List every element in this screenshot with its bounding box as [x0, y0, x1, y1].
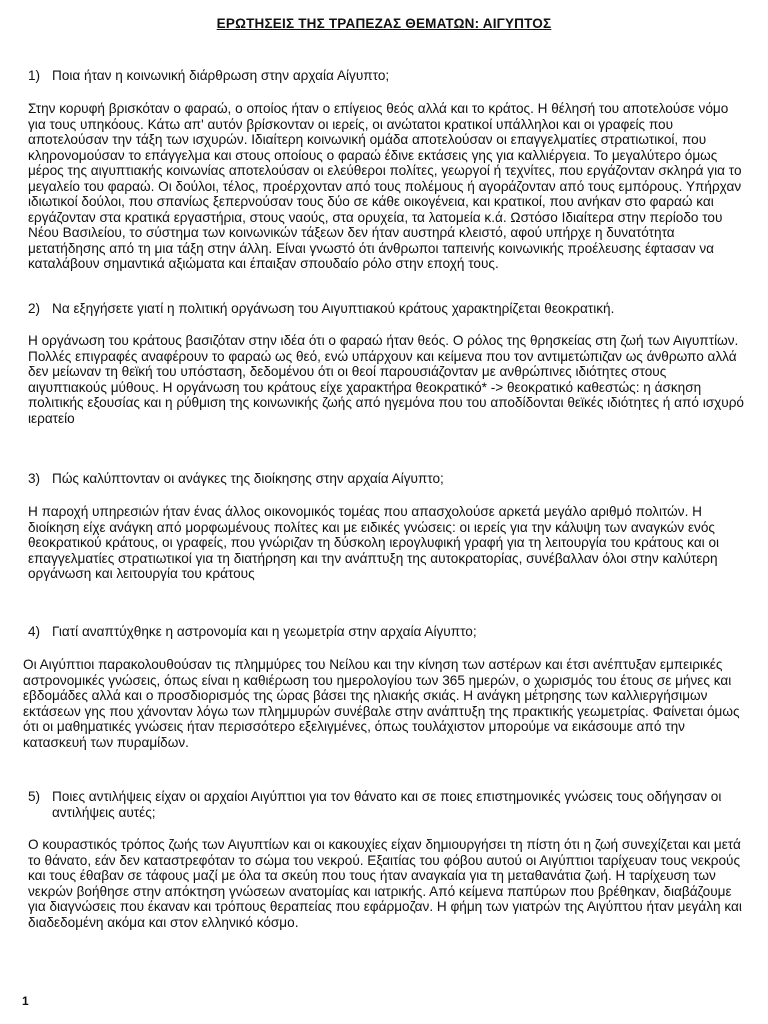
- answer-2: Η οργάνωση του κράτους βασιζόταν στην ιδέα ότι ο φαραώ ήταν θεός. Ο ρόλος της θρησκείας στη ζωή των Αιγυπτίων. Πολλές επιγραφές αναφέρουν το φαραώ ως θεό, ενώ υπάρχουν και κείμενα που τον αντιμετώπιζαν ως άνθρωπο αλλά δεν μείωναν τη θεϊκή του υπόσταση, δεδομένου ότι οι θεοί παρουσιάζονταν με ανθρώπινες ιδιότητες στους αιγυπτιακούς μύθους. Η οργάνωση του κράτους είχε χαρακτήρα θεοκρατικό* -> θεοκρατικό καθεστώς: η άσκηση πολιτικής εξουσίας και η ρύθμιση της κοινωνικής ζωής από ηγεμόνα που του αποδίδονται θεϊκές ιδιότητες ή από ισχυρό ιερατείο: [28, 333, 744, 426]
- question-text: Πώς καλύπτονταν οι ανάγκες της διοίκησης στην αρχαία Αίγυπτο;: [52, 471, 444, 486]
- question-5: [28, 789, 750, 820]
- question-text: Να εξηγήσετε γιατί η πολιτική οργάνωση του Αιγυπτιακού κράτους χαρακτηρίζεται θεοκρατική.: [52, 301, 615, 316]
- question-4: [28, 624, 750, 640]
- document-title: ΕΡΩΤΗΣΕΙΣ ΤΗΣ ΤΡΑΠΕΖΑΣ ΘΕΜΑΤΩΝ: ΑΙΓΥΠΤΟΣ: [216, 16, 552, 31]
- question-number: 5): [28, 789, 41, 804]
- question-number: 2): [28, 301, 41, 316]
- question-number: 3): [28, 471, 41, 486]
- question-number: 4): [28, 624, 41, 639]
- answer-1: Στην κορυφή βρισκόταν ο φαραώ, ο οποίος ήταν ο επίγειος θεός αλλά και το κράτος. Η θέλησή του αποτελούσε νόμο για τους υπηκόους. Κάτω απ' αυτόν βρίσκονταν οι ιερείς, οι ανώτατοι κρατικοί υπάλληλοι και οι γραφείς που αποτελούσαν την τάξη των ισχυρών. Ιδιαίτερη κοινωνική ομάδα αποτελούσαν οι επαγγελματίες στρατιωτικοί, που κληρονομούσαν το επάγγελμα και στους οποίους ο φαραώ έδινε εκτάσεις γης για καλλιέργεια. Το μεγαλύτερο όμως μέρος της αιγυπτιακής κοινωνίας αποτελούσαν οι ελεύθεροι πολίτες, γεωργοί ή τεχνίτες, που εργάζονταν σκληρά για το μεγαλείο του φαραώ. Οι δούλοι, τέλος, προέρχονταν από τους πολέμους ή αγοράζονταν από τους εμπόρους. Υπήρχαν ιδιωτικοί δούλοι, που σπανίως ξεπερνούσαν τους δύο σε κάθε οικογένεια, και κρατικοί, που ανήκαν στο φαραώ και εργάζονταν στα κρατικά εργαστήρια, στους ναούς, στα ορυχεία, τα λατομεία κ.ά. Ωστόσο Ιδιαίτερα στην περίοδο του Νέου Βασιλείου, το σύστημα των κοινωνικών τάξεων δεν ήταν αυστηρά κλειστό, αφού υπήρχε η δυνατότητα μετατήδησης από τη μια τάξη στην άλλη. Είναι γνωστό ότι άνθρωποι ταπεινής κοινωνικής προέλευσης έφτασαν να καταλάβουν σημαντικά αξιώματα και έπαιξαν σπουδαίο ρόλο στην εποχή τους.: [28, 101, 742, 271]
- answer-5: Ο κουραστικός τρόπος ζωής των Αιγυπτίων και οι κακουχίες είχαν δημιουργήσει τη πίστη ότι η ζωή συνεχίζεται και μετά το θάνατο, εάν δεν καταστρεφόταν το σώμα του νεκρού. Εξαιτίας του φόβου αυτού οι Αιγύπτιοι ταρίχευαν τους νεκρούς και τους έθαβαν σε τάφους μαζί με όλα τα σκεύη που τους ήταν αναγκαία για τη μεταθανάτια ζωή. Η ταρίχευση των νεκρών βοήθησε στην απόκτηση γνώσεων ανατομίας και ιατρικής. Από κείμενα παπύρων που βρέθηκαν, διαβάζουμε για διαγνώσεις που έκαναν και τρόπους θεραπείας που εφάρμοζαν. Η φήμη των γιατρών της Αιγύπτου ήταν μεγάλη και διαδεδομένη ακόμα και στον ελληνικό κόσμο.: [28, 837, 742, 930]
- question-3: [28, 471, 750, 487]
- question-text: Ποιες αντιλήψεις είχαν οι αρχαίοι Αιγύπτιοι για τον θάνατο και σε ποιες επιστημονικές γνώσεις τους οδήγησαν οι αντιλήψεις αυτές;: [52, 789, 722, 820]
- question-1: [28, 68, 750, 84]
- page-number: 1: [22, 994, 29, 1008]
- question-2: [28, 301, 750, 317]
- question-text: Γιατί αναπτύχθηκε η αστρονομία και η γεωμετρία στην αρχαία Αίγυπτο;: [52, 624, 477, 639]
- question-number: 1): [28, 68, 41, 83]
- answer-3: Η παροχή υπηρεσιών ήταν ένας άλλος οικονομικός τομέας που απασχολούσε αρκετά μεγάλο αριθμό πολιτών. Η διοίκηση είχε ανάγκη από μορφωμένους πολίτες και με ειδικές γνώσεις: οι ιερείς για την κάλυψη των αναγκών ενός θεοκρατικού κράτους, οι γραφείς, που γνώριζαν τη δύσκολη ιερογλυφική γραφή για τη λειτουργία του κράτους και οι επαγγελματίες στρατιωτικοί για τη διατήρηση και την ανάπτυξη της αυτοκρατορίας, συνέβαλλαν όλοι στην καλύτερη οργάνωση και λειτουργία του κράτους: [28, 504, 720, 581]
- question-text: Ποια ήταν η κοινωνική διάρθρωση στην αρχαία Αίγυπτο;: [52, 68, 390, 83]
- answer-4: Οι Αιγύπτιοι παρακολουθούσαν τις πλημμύρες του Νείλου και την κίνηση των αστέρων και έτσι ανέπτυξαν εμπειρικές αστρονομικές γνώσεις, όπως είναι η καθιέρωση του ημερολογίου των 365 ημερών, ο χωρισμός του έτους σε μήνες και εβδομάδες αλλά και ο προσδιορισμός της ώρας βάσει της ηλιακής σκιάς. Η ανάγκη μέτρησης των καλλιεργήσιμων εκτάσεων γης που χάνονταν λόγω των πλημμυρών συνέβαλε στην ανάπτυξη της πρακτικής γεωμετρίας. Φαίνεται όμως ότι οι μαθηματικές γνώσεις ήταν περισσότερο εξελιγμένες, όπως τουλάχιστον μπορούμε να εικάσουμε από την κατασκευή των πυραμίδων.: [23, 657, 740, 750]
